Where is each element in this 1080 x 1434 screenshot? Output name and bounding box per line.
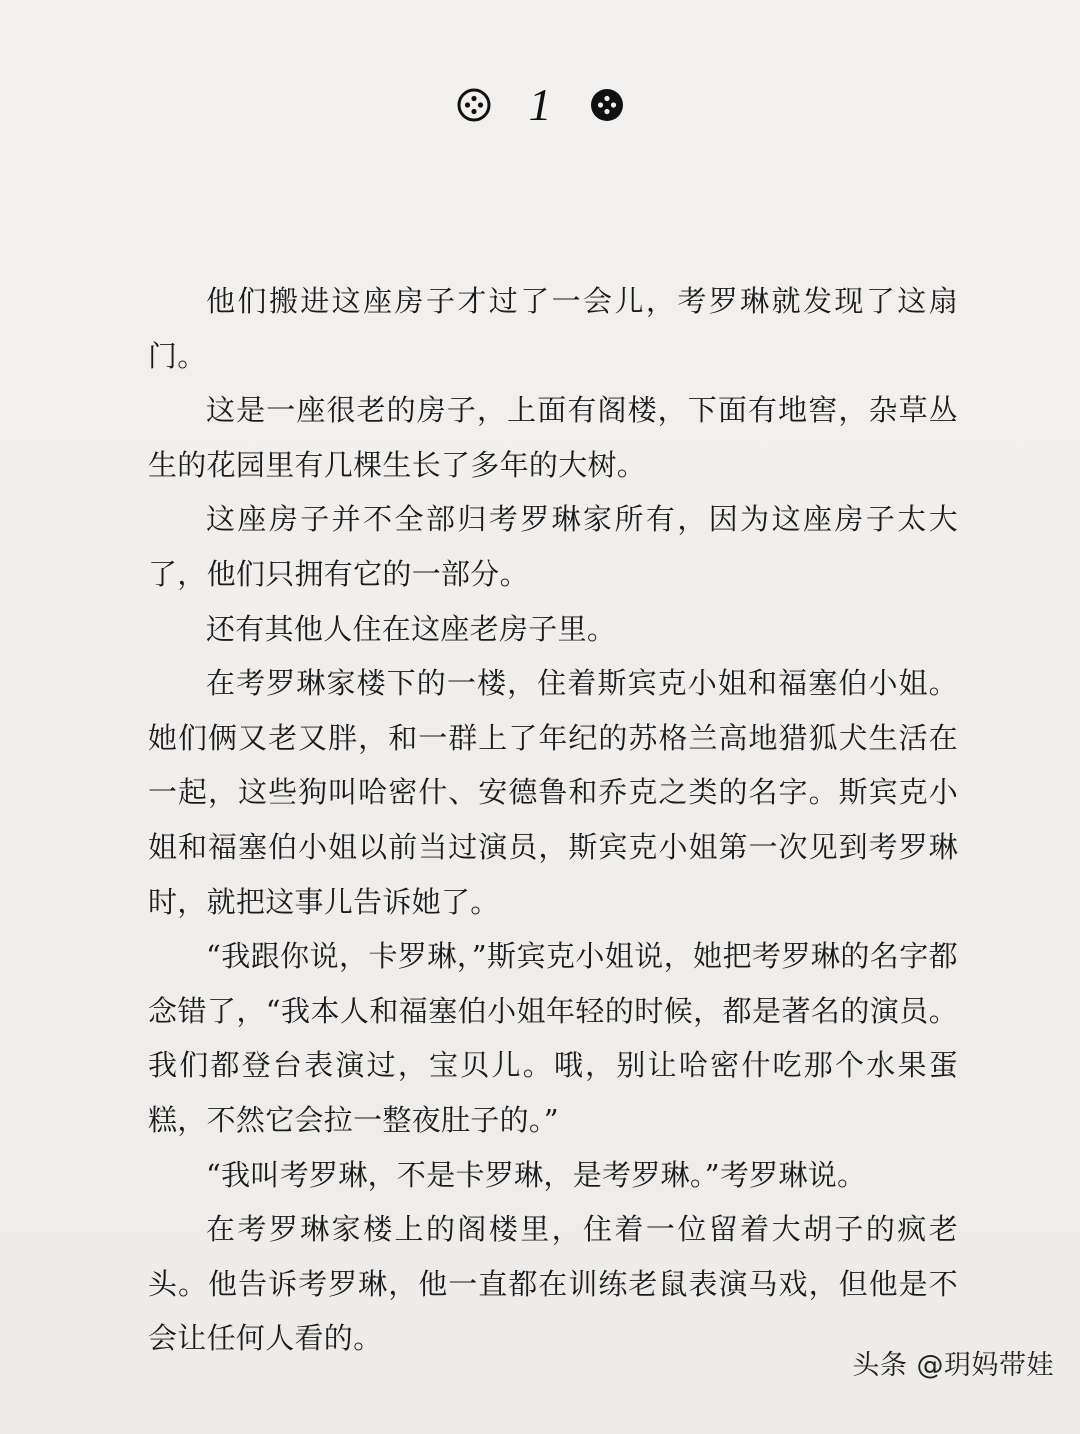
paragraph: “我跟你说，卡罗琳，”斯宾克小姐说，她把考罗琳的名字都念错了，“我本人和福塞伯小姐年轻的时候，都是著名的演员。我们都登台表演过，宝贝儿。哦，别让哈密什吃那个水果蛋糕，不然它会拉一整夜肚子的。” — [148, 939, 958, 1137]
paragraph: 在考罗琳家楼上的阁楼里，住着一位留着大胡子的疯老头。他告诉考罗琳，他一直都在训练老鼠表演马戏，但他是不会让任何人看的。 — [148, 1212, 958, 1356]
paragraph: 在考罗琳家楼下的一楼，住着斯宾克小姐和福塞伯小姐。她们俩又老又胖，和一群上了年纪的苏格兰高地猎狐犬生活在一起，这些狗叫哈密什、安德鲁和乔克之类的名字。斯宾克小姐和福塞伯小姐以前当过演员，斯宾克小姐第一次见到考罗琳时，就把这事儿告诉她了。 — [148, 666, 958, 919]
button-filled-icon — [590, 88, 624, 122]
chapter-number: 1 — [528, 79, 552, 130]
paragraph: “我叫考罗琳，不是卡罗琳，是考罗琳。”考罗琳说。 — [206, 1157, 867, 1192]
paragraph: 还有其他人住在这座老房子里。 — [206, 611, 617, 646]
button-outline-icon — [457, 88, 491, 122]
chapter-body — [148, 274, 958, 1366]
watermark: 头条 @玥妈带娃 — [852, 1350, 1054, 1381]
paragraph: 他们搬进这座房子才过了一会儿，考罗琳就发现了这扇门。 — [148, 284, 958, 373]
paragraph: 这是一座很老的房子，上面有阁楼，下面有地窖，杂草丛生的花园里有几棵生长了多年的大树。 — [148, 393, 958, 482]
chapter-header — [0, 70, 1080, 140]
paragraph: 这座房子并不全部归考罗琳家所有，因为这座房子太大了，他们只拥有它的一部分。 — [148, 502, 958, 591]
